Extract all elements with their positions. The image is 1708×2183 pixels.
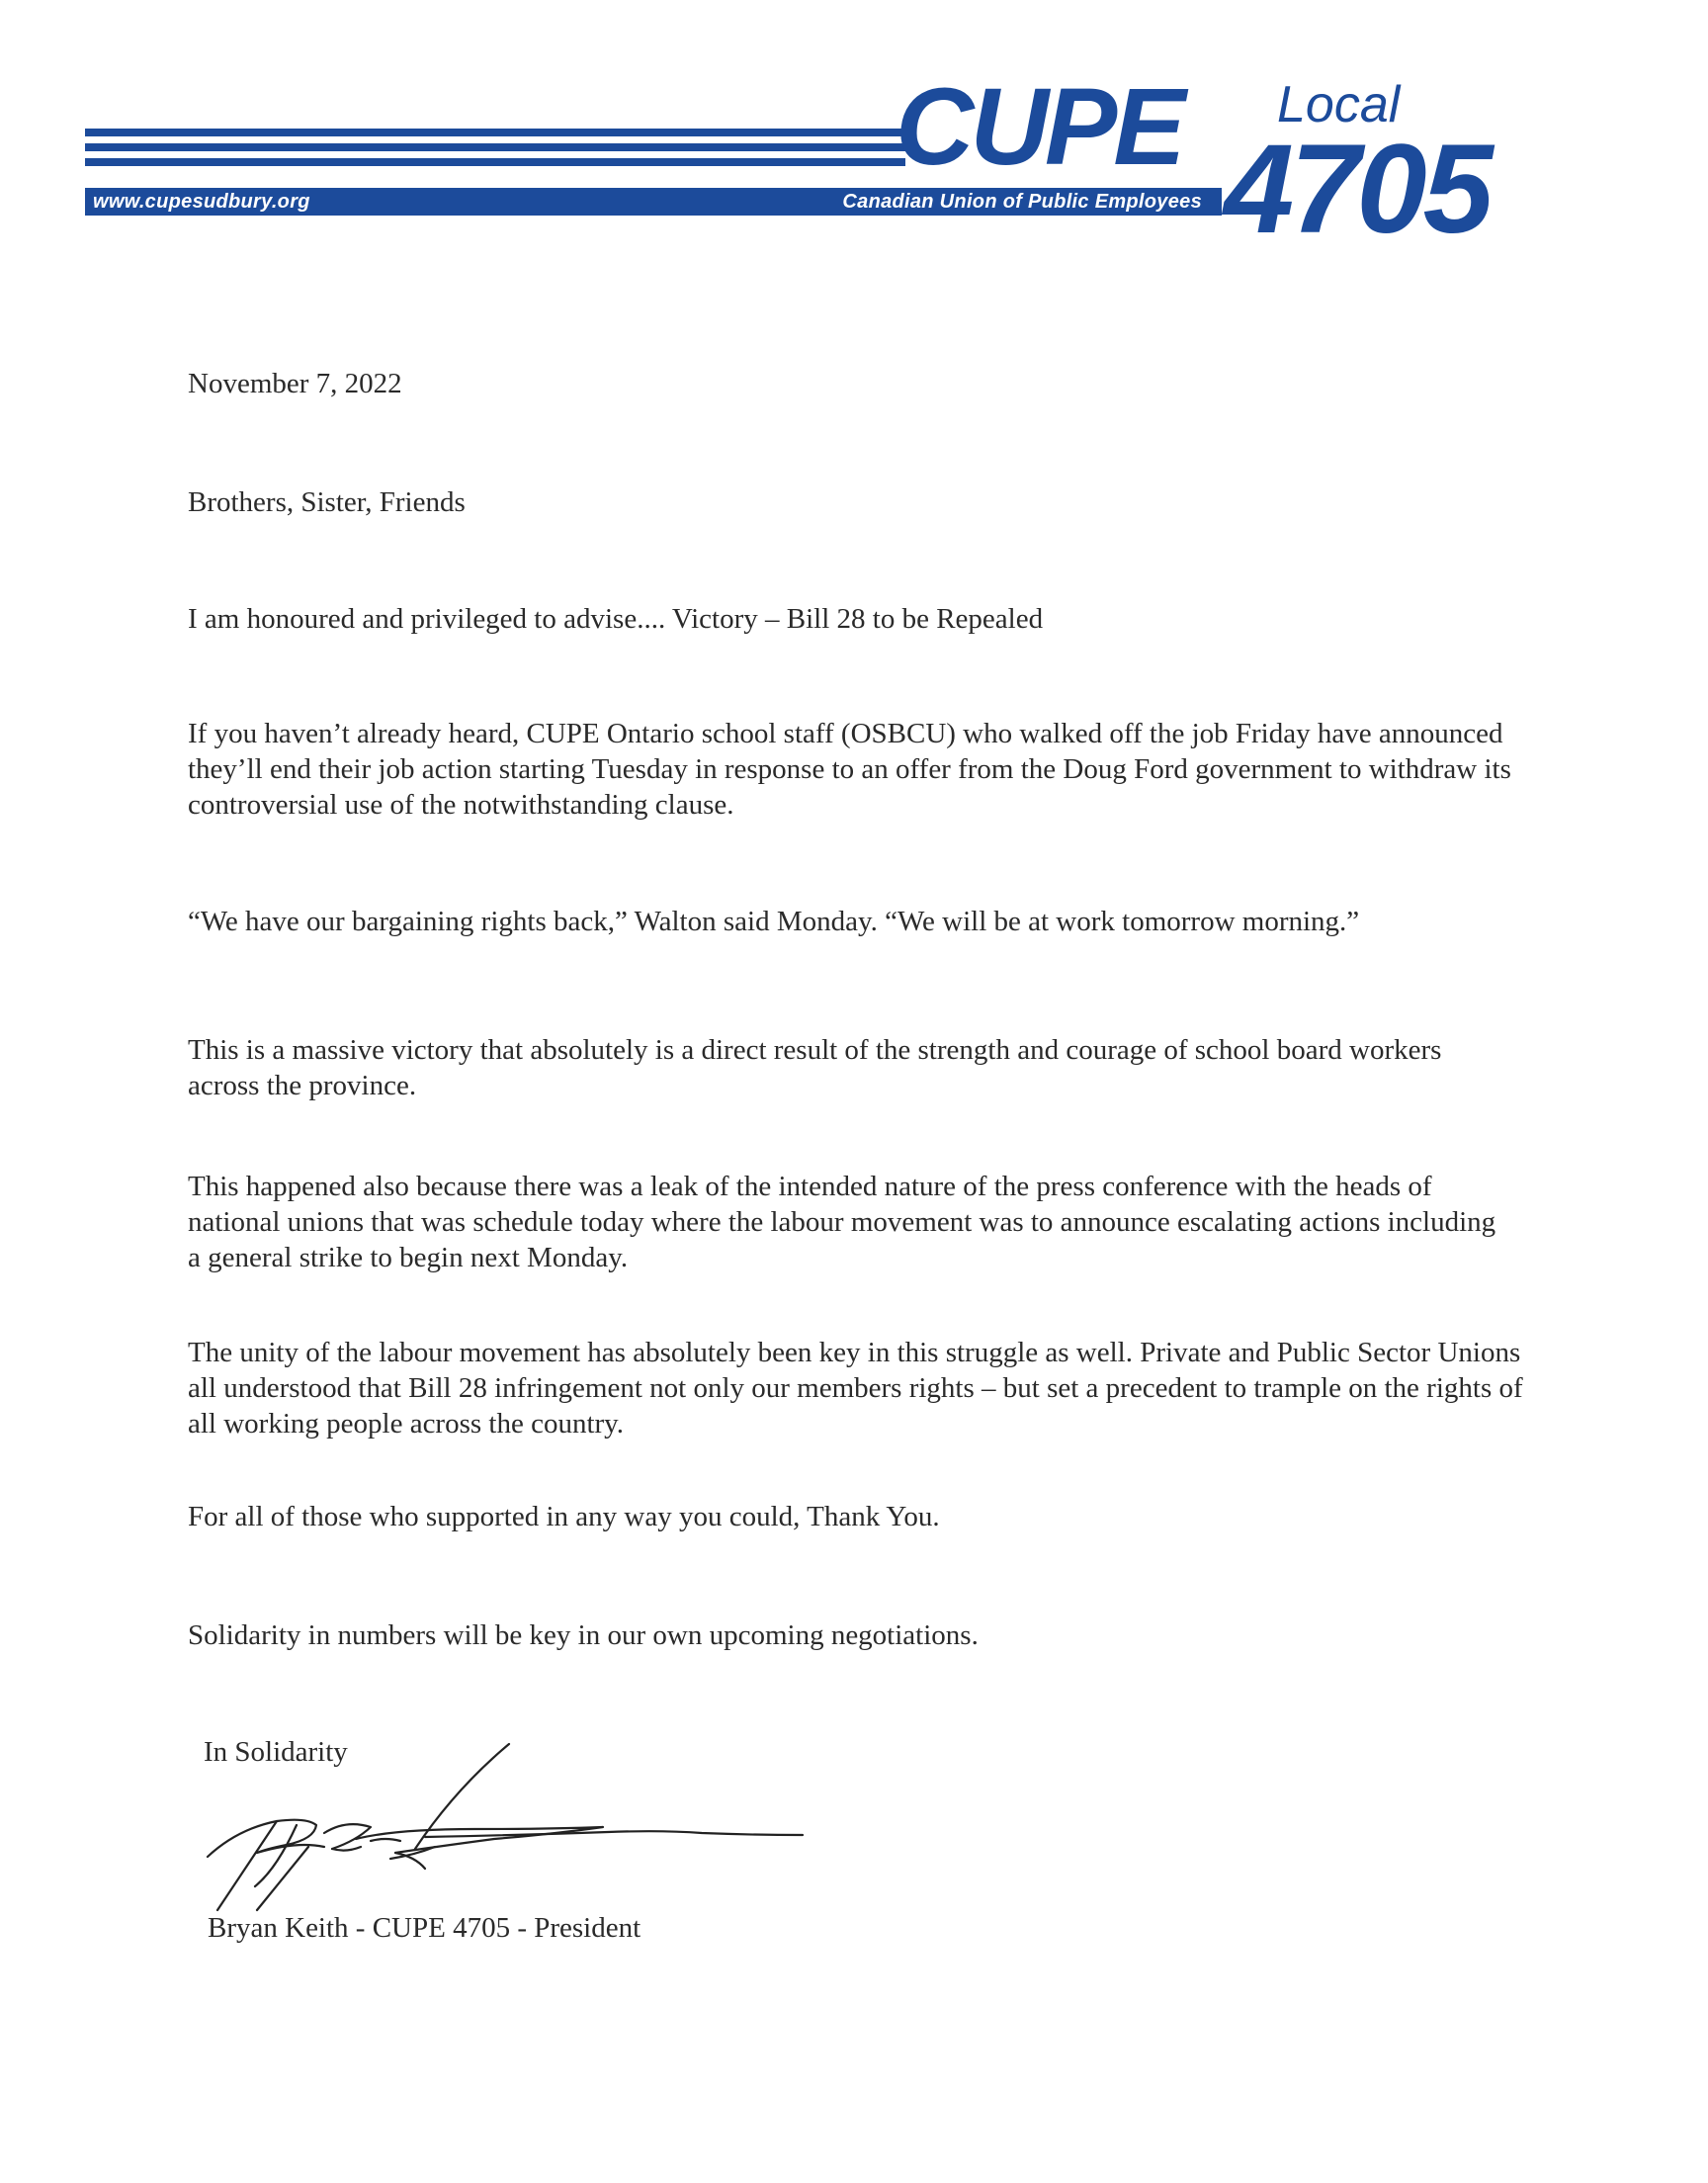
letter-paragraph: This happened also because there was a leak of the intended nature of the press conference with the heads of national unions that was schedule today where the labour movement was to announce escalating actions including a general strike to begin next Monday. [188,1171,1496,1273]
letterhead-bar [85,188,1222,216]
letter-paragraph: Solidarity in numbers will be key in our own upcoming negotiations. [188,1619,979,1651]
letter-paragraph: This is a massive victory that absolutely is a direct result of the strength and courage of school board workers across the province. [188,1034,1442,1101]
letter-paragraph: The unity of the labour movement has absolutely been key in this struggle as well. Private and Public Sector Unions all understood that Bill 28 infringement not only our members rights – but set a precedent to trample on the rights of all working people across the country. [188,1337,1523,1440]
letter-paragraph: If you haven’t already heard, CUPE Ontario school staff (OSBCU) who walked off the job Friday have announced they’ll end their job action starting Tuesday in response to an offer from the Doug Ford government to withdraw its controversial use of the notwithstanding clause. [188,718,1511,821]
letter-paragraph: For all of those who supported in any way you could, Thank You. [188,1501,940,1532]
letter-signer: Bryan Keith - CUPE 4705 - President [208,1912,641,1944]
letter-salutation: Brothers, Sister, Friends [188,486,466,518]
letterhead-stripe [85,158,905,166]
letterhead [85,66,1627,261]
local-number: 4705 [1224,119,1490,260]
letterhead-stripes [85,129,905,173]
handwritten-signature [198,1730,830,1918]
cupe-logo-wordmark: CUPE [896,66,1182,188]
letterhead-stripe [85,129,905,136]
letter-intro: I am honoured and privileged to advise.... Victory – Bill 28 to be Repealed [188,603,1044,635]
letter-date: November 7, 2022 [188,368,402,399]
letterhead-union-name: Canadian Union of Public Employees [842,191,1202,213]
letterhead-stripe [85,143,905,151]
letterhead-url: www.cupesudbury.org [93,191,310,213]
letter-paragraph: “We have our bargaining rights back,” Walton said Monday. “We will be at work tomorrow morning.” [188,906,1360,937]
local-label: Local [1277,76,1401,133]
letter-closing: In Solidarity [204,1736,348,1768]
